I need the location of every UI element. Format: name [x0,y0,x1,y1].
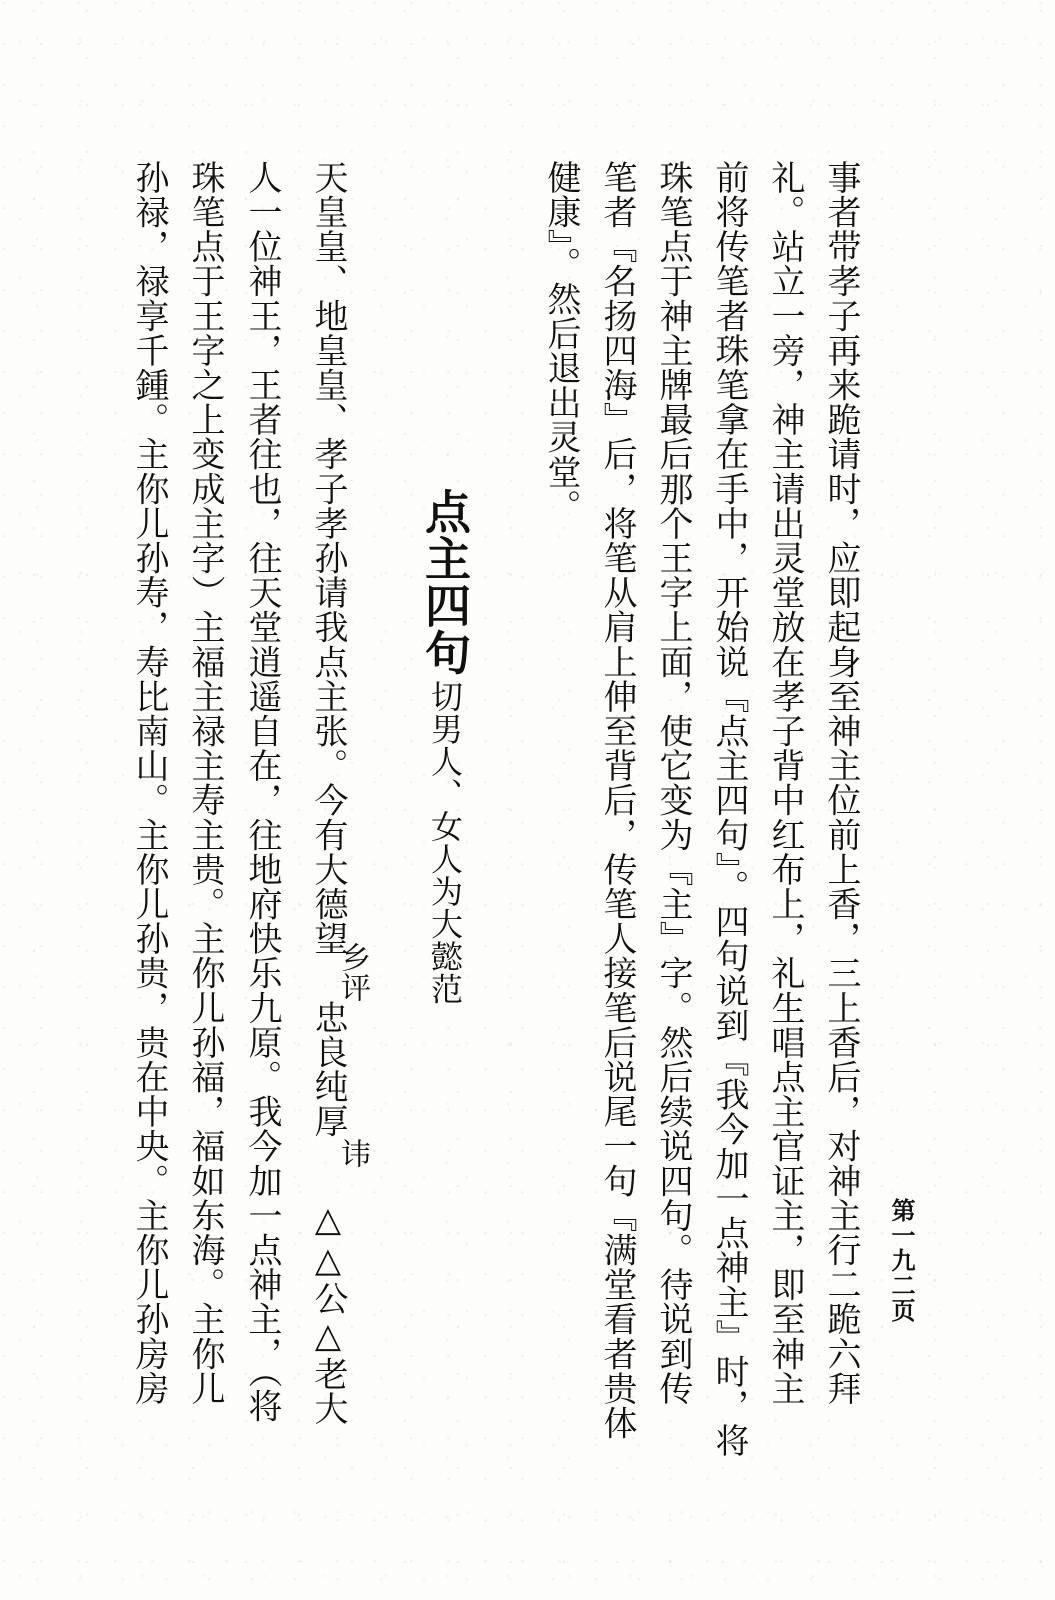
verse-line-3: 珠笔点于王字之上变成主字）主福主禄主寿主贵。主你儿孙福，福如东海。主你儿 [185,160,225,1406]
verse-line-1 [308,160,348,956]
instruction-line-4: 珠笔点于神主牌最后那个王字上面，使它变为『主』字。然后续说四句。待说到传 [653,160,693,1406]
instruction-line-3: 前将传笔者珠笔拿在手中，开始说『点主四句』。四句说到『我今加一点神主』时，将 [709,160,749,1458]
verse-line-4: 孙禄，禄享千鍾。主你儿孙寿，寿比南山。主你儿孙贵，贵在中央。主你儿孙房房 [129,160,169,1406]
annotation-xiangping: 乡评 [335,942,370,1002]
instruction-line-2: 礼。站立一旁，神主请出灵堂放在孝子背中红布上，礼生唱点主官证主，即至神主 [765,160,805,1406]
heading-subtitle: 切男人、女人为大懿范 [426,680,464,1005]
instruction-line-5: 笔者『名扬四海』后，将笔从肩上伸至背后，传笔人接笔后说尾一句『满堂看者贵体 [597,160,637,1441]
verse-line-2: 人一位神王，王者往也，往天堂逍遥自在，往地府快乐九原。我今加一点神主，（将 [242,160,282,1424]
verse-line-1-part-1: 天皇皇、地皇皇、孝子孝孙请我点主张。今有大德望 [308,160,348,956]
verse-line-1-part-2: 忠良纯厚 [308,1000,348,1139]
instruction-line-1: 事者带孝子再来跪请时，应即起身至神主位前上香，三上香后，对神主行二跪六拜 [821,160,861,1406]
verse-line-1-part-3: △△公△老大 [308,1200,348,1426]
instruction-line-6: 健康』。然后退出灵堂。 [541,160,581,524]
annotation-hui: 讳 [335,1138,370,1168]
page-number: 第一九二页 [887,1198,916,1323]
heading-title: 点主四句 [418,488,472,676]
section-heading [418,488,472,1005]
